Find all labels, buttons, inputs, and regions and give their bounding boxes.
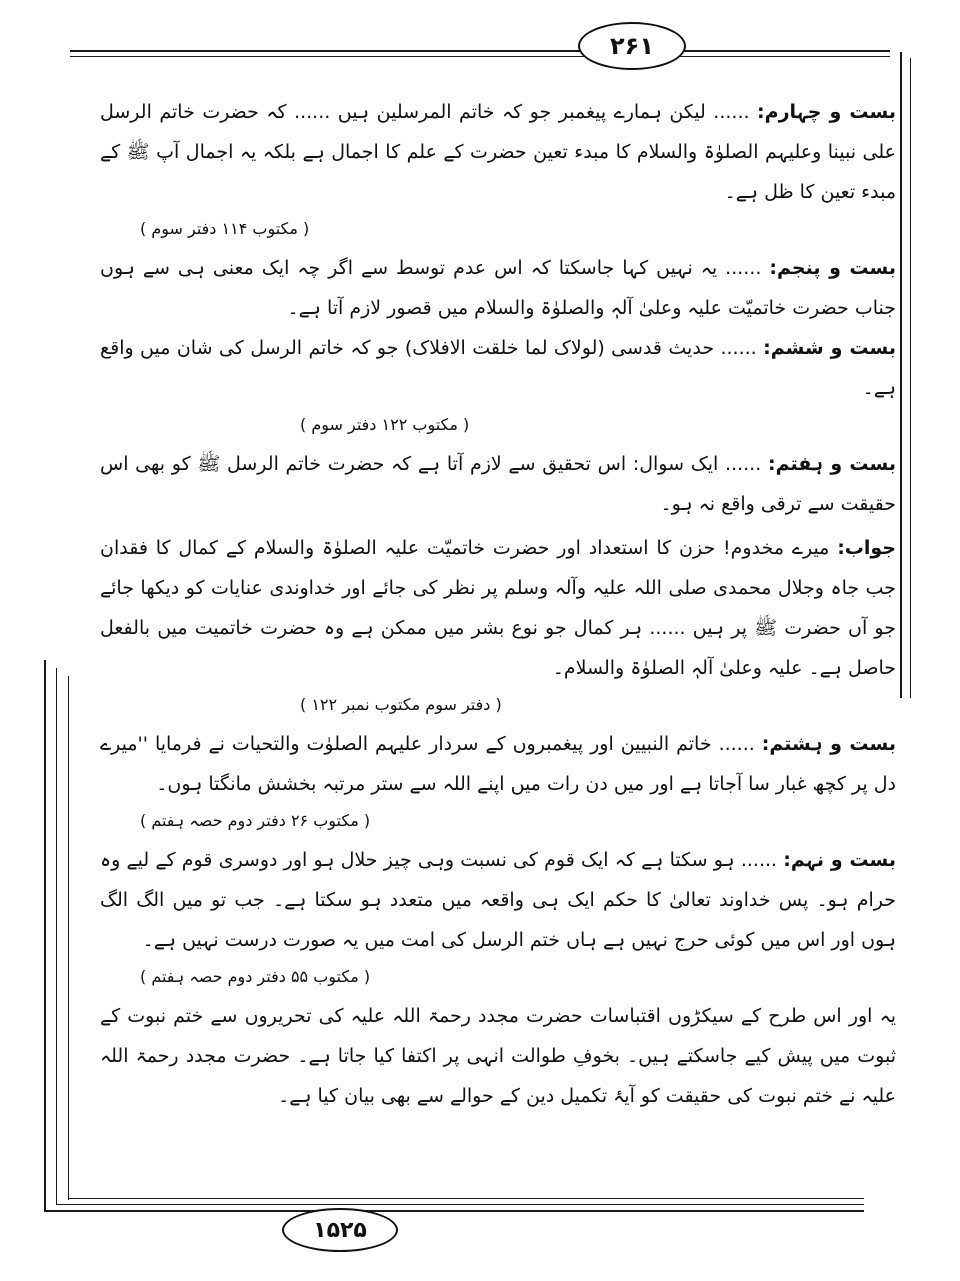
frame-right-rule-inner <box>910 58 911 698</box>
section-reference: ( مکتوب ۱۲۲ دفتر سوم ) <box>300 415 470 434</box>
frame-left-rule <box>44 660 46 1210</box>
page-number-bottom: ۱۵۲۵ <box>282 1208 398 1252</box>
section-label: بست و نہم: <box>783 849 896 871</box>
section-27 <box>100 444 896 524</box>
section-text: ...... یہ نہیں کہا جاسکتا کہ اس عدم توسط سے اگر چہ ایک معنی ہی سے ہوں جناب حضرت خاتمیّت علیہ وعلیٰ آلہٖ والصلوٰۃ والسلام میں قصور لازم آتا ہے۔ <box>100 257 896 319</box>
section-26 <box>100 328 896 408</box>
section-text: ...... خاتم النبیین اور پیغمبروں کے سردار علیہم الصلوٰت والتحیات نے فرمایا ''میرے دل پر کچھ غبار سا آجاتا ہے اور میں دن رات میں اپنے اللہ سے ستر مرتبہ بخشش مانگتا ہوں۔ <box>100 733 896 795</box>
section-reference: ( مکتوب ۲۶ دفتر دوم حصہ ہفتم ) <box>140 811 371 830</box>
section-label: بست و ہفتم: <box>767 453 897 475</box>
section-label: بست و پنجم: <box>769 257 897 279</box>
closing-paragraph: یہ اور اس طرح کے سیکڑوں اقتباسات حضرت مجدد رحمۃ اللہ علیہ کی تحریروں سے ختم نبوت کے ثبوت میں پیش کیے جاسکتے ہیں۔ بخوفِ طوالت انہی پر اکتفا کیا جاتا ہے۔ حضرت مجدد رحمۃ اللہ علیہ نے ختم نبوت کی حقیقت کو آیۂ تکمیل دین کے حوالے سے بھی بیان کیا ہے۔ <box>100 1005 896 1107</box>
section-text: ...... حدیث قدسی (لولاک لما خلقت الافلاک) جو کہ خاتم الرسل کی شان میں واقع ہے۔ <box>100 337 896 399</box>
section-label: بست و چہارم: <box>757 101 896 123</box>
section-text: ...... لیکن ہمارے پیغمبر جو کہ خاتم المرسلین ہیں ...... کہ حضرت خاتم الرسل علی نبینا وعلیہم الصلوٰۃ والسلام کا مبدء تعین حضرت کے علم کا اجمال ہے بلکہ یہ اجمال آپ ﷺ کے مبدء تعین کا ظل ہے۔ <box>100 101 896 203</box>
section-reference: ( مکتوب ۱۱۴ دفتر سوم ) <box>140 219 310 238</box>
frame-right-rule <box>900 52 902 698</box>
section-text: ...... ہو سکتا ہے کہ ایک قوم کی نسبت وہی چیز حلال ہو اور دوسری قوم کے لیے وہ حرام ہو۔ پس خداوند تعالیٰ کا حکم ایک ہی واقعہ میں متعدد ہو سکتا ہے۔ جب تو میں الگ الگ ہوں اور اس میں کوئی حرج نہیں ہے ہاں ختم الرسل کی امت میں یہ صورت درست نہیں ہے۔ <box>100 849 896 951</box>
section-label: بست و ہشتم: <box>761 733 897 755</box>
section-label: بست و ششم: <box>763 337 897 359</box>
section-reference: ( مکتوب ۵۵ دفتر دوم حصہ ہفتم ) <box>140 967 371 986</box>
page-body <box>100 92 896 1116</box>
frame-left-rule-inner <box>56 668 57 1204</box>
answer-label: جواب: <box>837 537 896 559</box>
frame-top-rule-inner <box>70 56 890 57</box>
section-text: ...... ایک سوال: اس تحقیق سے لازم آتا ہے کہ حضرت خاتم الرسل ﷺ کو بھی اس حقیقت سے ترقی واقع نہ ہو۔ <box>100 453 896 515</box>
frame-top-rule <box>70 50 890 52</box>
frame-bottom-rule-innermost <box>68 1198 864 1199</box>
section-29 <box>100 840 896 960</box>
frame-bottom-rule <box>44 1210 864 1212</box>
frame-bottom-rule-inner <box>56 1204 864 1205</box>
section-reference: ( دفتر سوم مکتوب نمبر ۱۲۲ ) <box>300 695 502 714</box>
page-number-top: ۲۶۱ <box>578 22 686 70</box>
answer-paragraph <box>100 528 896 688</box>
frame-left-rule-innermost <box>68 676 69 1200</box>
section-28 <box>100 724 896 804</box>
section-24 <box>100 92 896 212</box>
answer-text: میرے مخدوم! حزن کا استعداد اور حضرت خاتمیّت علیہ الصلوٰۃ والسلام کے کمال کا فقدان جب جاہ وجلال محمدی صلی اللہ علیہ وآلہ وسلم پر نظر کی جائے اور خداوندی عنایات کو دیکھا جائے جو آں حضرت ﷺ پر ہیں ...... ہر کمال جو نوع بشر میں ممکن ہے وہ حضرت خاتمیت میں بالفعل حاصل ہے۔ علیہ وعلیٰ آلہٖ الصلوٰۃ والسلام۔ <box>100 537 896 679</box>
section-25 <box>100 248 896 328</box>
